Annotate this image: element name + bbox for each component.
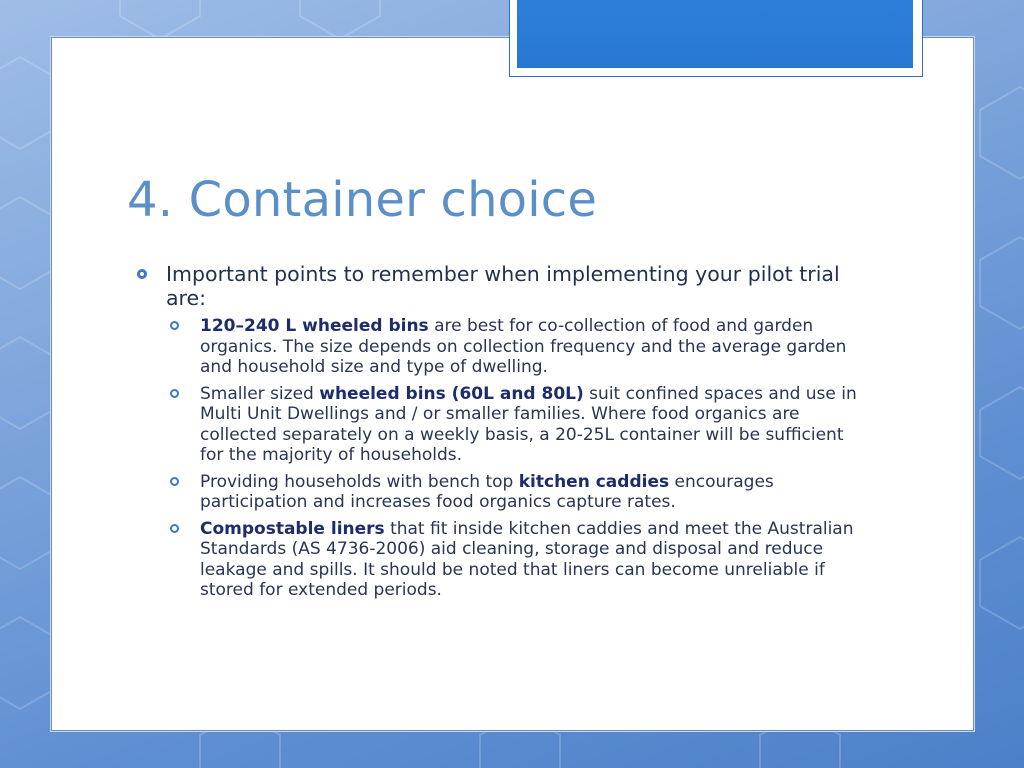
circle-bullet-icon xyxy=(170,477,179,486)
point-text-before: Smaller sized xyxy=(200,383,320,404)
intro-text: Important points to remember when implementing your pilot trial are: xyxy=(166,262,840,310)
point-text-after: suit confined spaces and use in Multi Unit Dwellings and / or smaller families. Where food organics are collected separately on a weekly basis, a 20-25L container will be sufficient for the majority of households. xyxy=(200,383,857,465)
point-bold-text: kitchen caddies xyxy=(518,471,670,492)
circle-bullet-icon xyxy=(170,389,179,398)
intro-bullet xyxy=(137,262,867,310)
point-bold-text: Compostable liners xyxy=(200,518,385,539)
point-text-after: that fit inside kitchen caddies and meet the Australian Standards (AS 4736-2006) aid cleaning, storage and disposal and reduce leakage and spills. It should be noted that liners can become unreliable if stored for extended periods. xyxy=(200,518,854,600)
point-text-before: Providing households with bench top xyxy=(200,471,519,492)
point-bold-text: 120–240 L wheeled bins xyxy=(200,316,429,336)
circle-bullet-icon xyxy=(170,524,179,533)
list-item xyxy=(137,472,867,513)
list-item xyxy=(137,384,867,466)
circle-bullet-icon xyxy=(137,269,147,279)
list-item xyxy=(137,519,867,601)
point-bold-text: wheeled bins (60L and 80L) xyxy=(319,383,584,404)
point-text-after: are best for co-collection of food and garden organics. The size depends on collection frequency and the average garden and household size and type of dwelling. xyxy=(200,316,847,377)
point-text-after: encourages participation and increases food organics capture rates. xyxy=(200,471,774,512)
slide-content xyxy=(137,262,867,607)
sub-bullet-list xyxy=(137,316,867,601)
list-item xyxy=(137,316,867,378)
slide-title: 4. Container choice xyxy=(127,172,598,228)
accent-box xyxy=(517,0,913,68)
circle-bullet-icon xyxy=(170,321,179,330)
